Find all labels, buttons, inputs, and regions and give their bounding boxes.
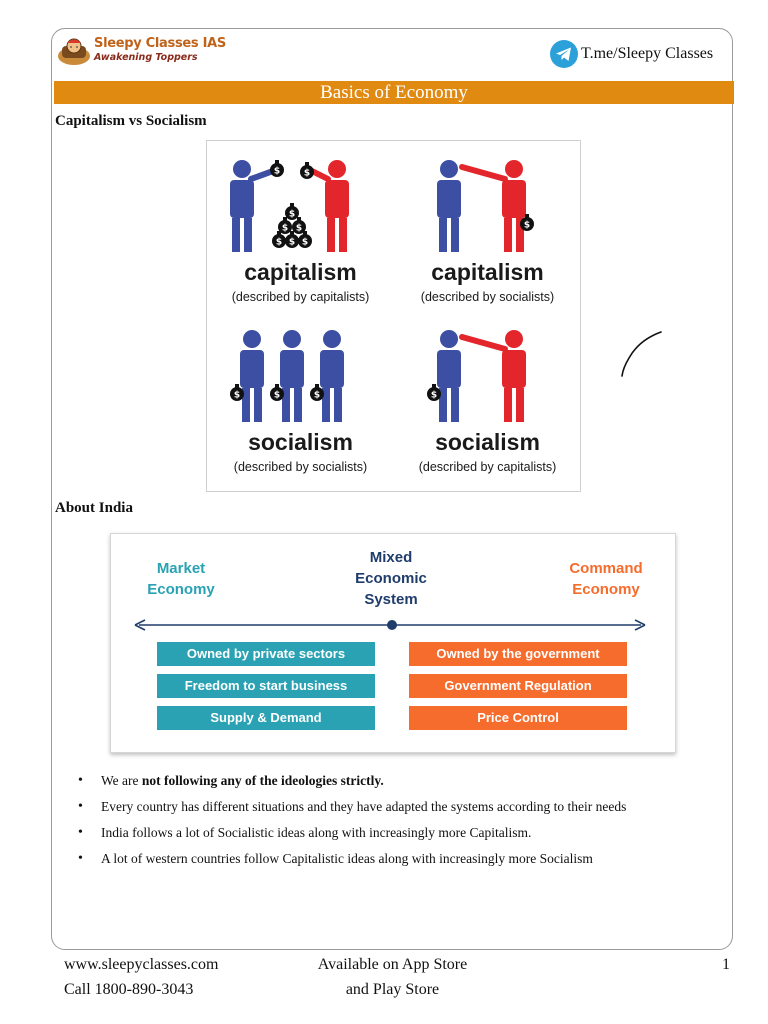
footer-contact <box>64 952 218 1002</box>
command-feature-1: Owned by the government <box>409 642 627 666</box>
q4-figures <box>427 330 526 422</box>
footer-store-line2: and Play Store <box>345 981 440 998</box>
mixed-heading-line3: System <box>364 591 418 608</box>
quadrant-1-title: capitalism <box>244 259 357 285</box>
footer-website[interactable]: www.sleepyclasses.com <box>64 956 219 973</box>
quadrant-2-title: capitalism <box>431 259 544 285</box>
market-economy-heading-line2: Economy <box>147 581 215 598</box>
sleeping-mascot-icon <box>56 36 92 68</box>
market-feature-2: Freedom to start business <box>157 674 375 698</box>
logo-tagline: Awakening Toppers <box>94 52 198 63</box>
mixed-economic-system-heading <box>341 547 441 610</box>
quadrant-4-title: socialism <box>435 429 540 455</box>
bullet-1-bold-text: not following any of the ideologies strictly. <box>141 773 384 788</box>
quadrant-3-title: socialism <box>248 429 353 455</box>
midpoint-dot <box>387 620 397 630</box>
command-economy-heading-line2: Economy <box>572 581 640 598</box>
command-economy-heading-line1: Command <box>569 560 643 577</box>
quadrant-2-subtitle: (described by socialists) <box>420 290 555 304</box>
q2-figures <box>437 160 534 252</box>
footer-store-line1: Available on App Store <box>317 956 468 973</box>
key-points-list <box>78 772 728 876</box>
footer-store-info <box>300 952 485 1002</box>
quadrant-3-subtitle: (described by socialists) <box>233 460 368 474</box>
economic-systems-spectrum <box>110 533 676 753</box>
q1-figures <box>230 160 349 252</box>
quadrant-1-subtitle: (described by capitalists) <box>231 290 370 304</box>
handwritten-stroke <box>615 328 667 380</box>
q3-figures <box>230 330 344 422</box>
ideology-illustration: $ <box>207 141 582 493</box>
spectrum-axis <box>111 615 677 635</box>
section-heading-capitalism-vs-socialism: Capitalism vs Socialism <box>55 113 207 129</box>
command-feature-3: Price Control <box>409 706 627 730</box>
capitalism-socialism-figure <box>203 137 581 492</box>
telegram-link[interactable] <box>550 40 713 68</box>
command-economy-heading <box>551 558 661 600</box>
section-heading-about-india: About India <box>55 500 133 516</box>
logo-name: Sleepy Classes IAS <box>94 36 226 51</box>
list-item: • India follows a lot of Socialistic ideas along with increasingly more Capitalism. <box>78 824 728 850</box>
list-item: • A lot of western countries follow Capitalistic ideas along with increasingly more Socialism <box>78 850 728 876</box>
market-economy-heading <box>133 558 229 600</box>
command-feature-2: Government Regulation <box>409 674 627 698</box>
footer-phone: Call 1800-890-3043 <box>64 981 194 998</box>
telegram-icon <box>550 40 578 68</box>
list-item: • Every country has different situations and they have adapted the systems according to their needs <box>78 798 728 824</box>
mixed-heading-line2: Economic <box>355 570 427 587</box>
list-item <box>78 772 728 798</box>
market-feature-3: Supply & Demand <box>157 706 375 730</box>
market-economy-heading-line1: Market <box>156 560 206 577</box>
logo <box>56 36 226 70</box>
telegram-link-text[interactable]: T.me/Sleepy Classes <box>581 45 714 62</box>
mixed-heading-line1: Mixed <box>369 549 413 566</box>
page-title-banner: Basics of Economy <box>54 81 734 104</box>
bullet-1-text: We are <box>101 773 142 788</box>
page-number: 1 <box>722 956 730 973</box>
market-feature-1: Owned by private sectors <box>157 642 375 666</box>
quadrant-4-subtitle: (described by capitalists) <box>418 460 557 474</box>
